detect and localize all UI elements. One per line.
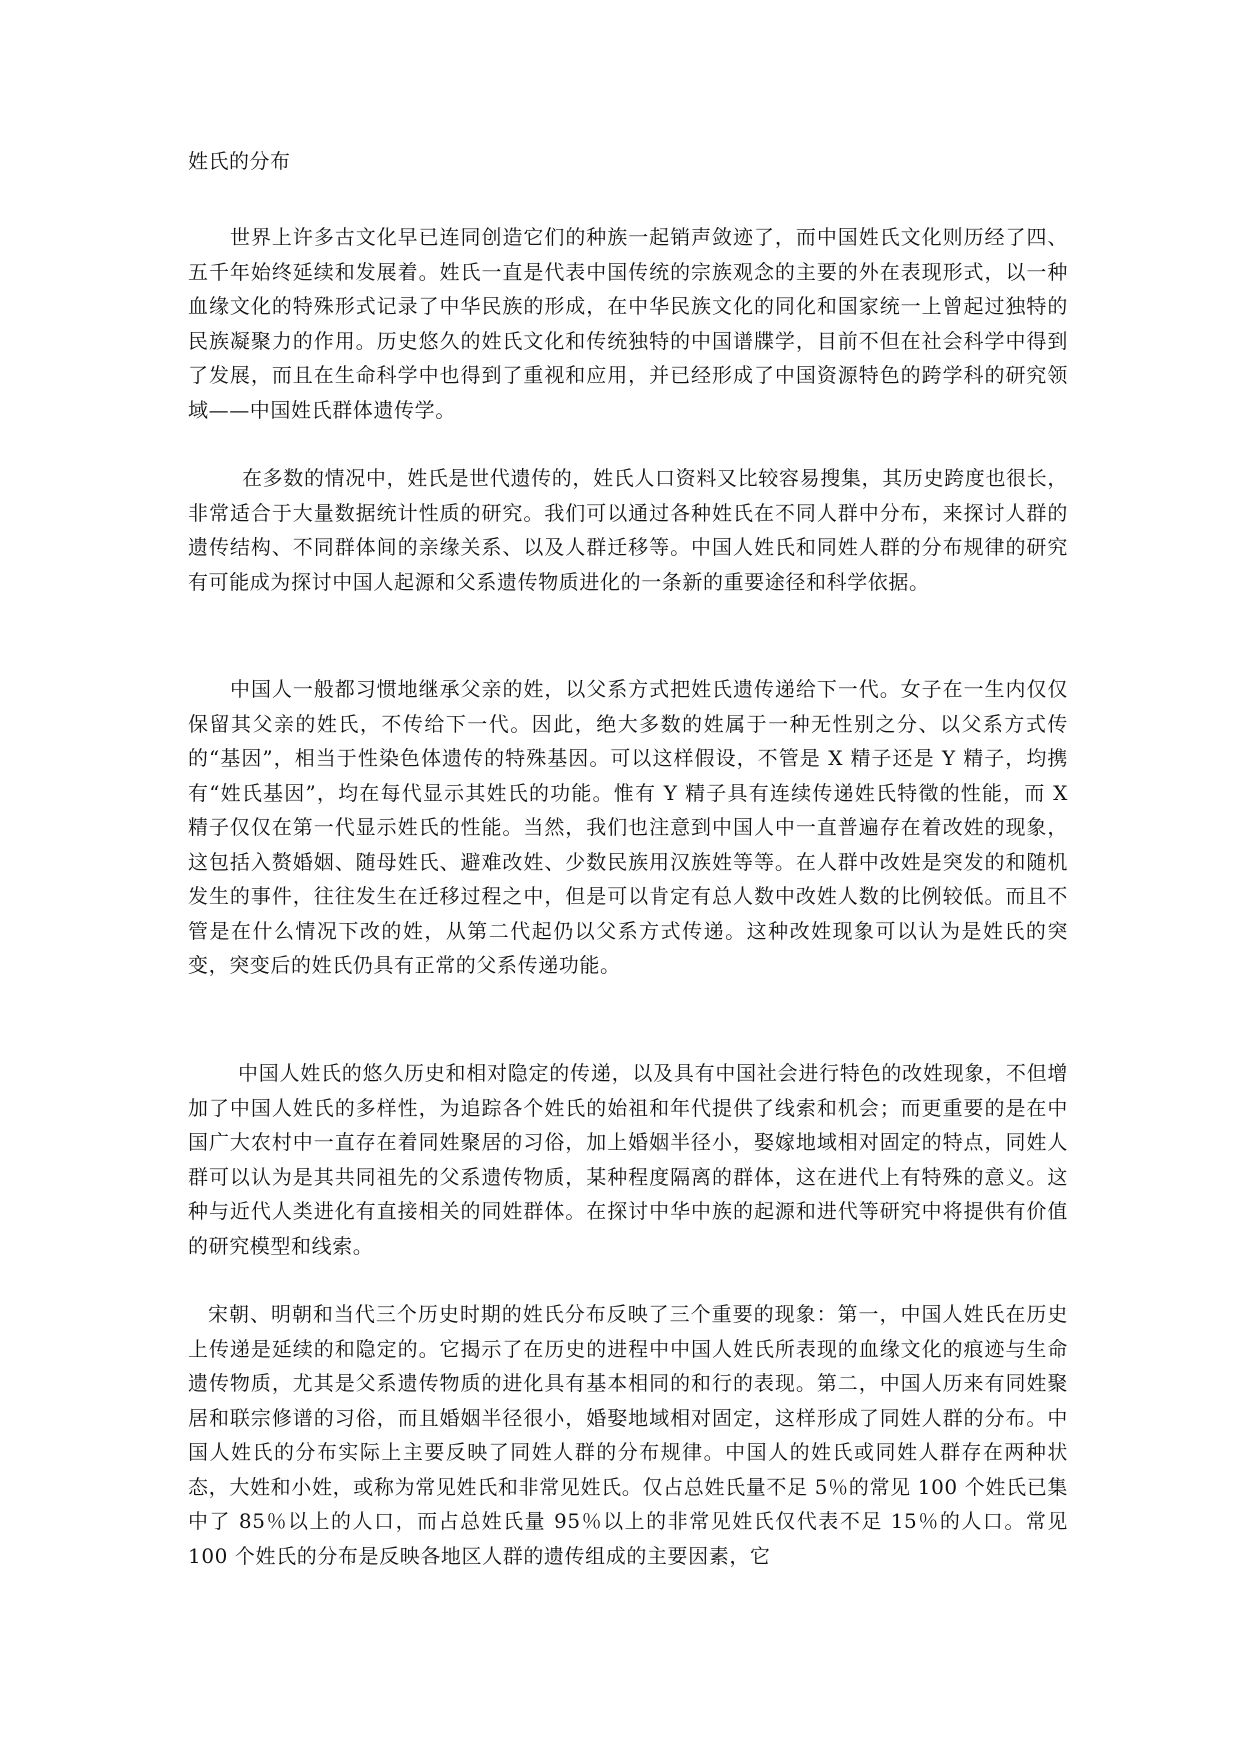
paragraph-5: 宋朝、明朝和当代三个历史时期的姓氏分布反映了三个重要的现象：第一，中国人姓氏在历史上传递是延续的和隐定的。它揭示了在历史的进程中中国人姓氏所表现的血缘文化的痕迹与生命遗传物质，尤其是父系遗传物质的进化具有基本相同的和行的表现。第二，中国人历来有同姓聚居和联宗修谱的习俗，而且婚姻半径很小，婚娶地域相对固定，这样形成了同姓人群的分布。中国人姓氏的分布实际上主要反映了同姓人群的分布规律。中国人的姓氏或同姓人群存在两种状态，大姓和小姓，或称为常见姓氏和非常见姓氏。仅占总姓氏量不足 5％的常见 100 个姓氏已集中了 85％以上的人口，而占总姓氏量 95％以上的非常见姓氏仅代表不足 15％的人口。常见 100 个姓氏的分布是反映各地区人群的遗传组成的主要因素，它 — [188, 1302, 1068, 1568]
paragraph-1: 世界上许多古文化早已连同创造它们的种族一起销声敛迹了，而中国姓氏文化则历经了四、五千年始终延续和发展着。姓氏一直是代表中国传统的宗族观念的主要的外在表现形式，以一种血缘文化的特殊形式记录了中华民族的形成，在中华民族文化的同化和国家统一上曾起过独特的民族凝聚力的作用。历史悠久的姓氏文化和传统独特的中国谱牒学，目前不但在社会科学中得到了发展，而且在生命科学中也得到了重视和应用，并已经形成了中国资源特色的跨学科的研究领域——中国姓氏群体遗传学。 — [188, 225, 1068, 422]
paragraph-4: 中国人姓氏的悠久历史和相对隐定的传递，以及具有中国社会进行特色的改姓现象，不但增加了中国人姓氏的多样性，为追踪各个姓氏的始祖和年代提供了线索和机会；而更重要的是在中国广大农村中一直存在着同姓聚居的习俗，加上婚姻半径小，娶嫁地域相对固定的特点，同姓人群可以认为是其共同祖先的父系遗传物质，某种程度隔离的群体，这在进代上有特殊的意义。这种与近代人类进化有直接相关的同姓群体。在探讨中华中族的起源和进代等研究中将提供有价值的研究模型和线索。 — [188, 1061, 1068, 1258]
paragraph-2: 在多数的情况中，姓氏是世代遗传的，姓氏人口资料又比较容易搜集，其历史跨度也很长，非常适合于大量数据统计性质的研究。我们可以通过各种姓氏在不同人群中分布，来探讨人群的遗传结构、不同群体间的亲缘关系、以及人群迁移等。中国人姓氏和同姓人群的分布规律的研究有可能成为探讨中国人起源和父系遗传物质进化的一条新的重要途径和科学依据。 — [188, 466, 1068, 594]
paragraph-3: 中国人一般都习惯地继承父亲的姓，以父系方式把姓氏遗传递给下一代。女子在一生内仅仅保留其父亲的姓氏，不传给下一代。因此，绝大多数的姓属于一种无性别之分、以父系方式传的“基因”，相当于性染色体遗传的特殊基因。可以这样假设，不管是 X 精子还是 Y 精子，均携有“姓氏基因”，均在每代显示其姓氏的功能。惟有 Y 精子具有连续传递姓氏特徵的性能，而 X 精子仅仅在第一代显示姓氏的性能。当然，我们也注意到中国人中一直普遍存在着改姓的现象，这包括入赘婚姻、随母姓氏、避难改姓、少数民族用汉族姓等等。在人群中改姓是突发的和随机发生的事件，往往发生在迁移过程之中，但是可以肯定有总人数中改姓人数的比例较低。而且不管是在什么情况下改的姓，从第二代起仍以父系方式传递。这种改姓现象可以认为是姓氏的突变，突变后的姓氏仍具有正常的父系传递功能。 — [188, 677, 1068, 977]
document-title: 姓氏的分布 — [188, 149, 291, 173]
